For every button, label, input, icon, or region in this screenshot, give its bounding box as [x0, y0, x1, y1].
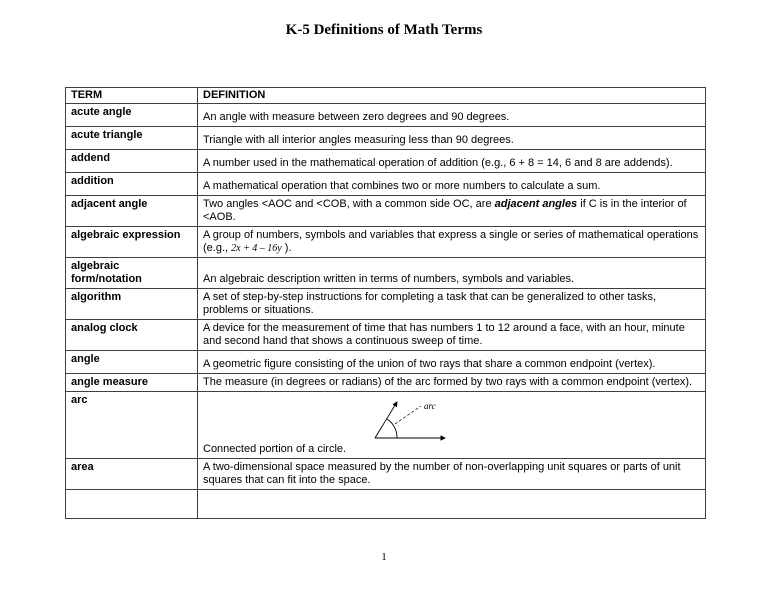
term-cell: acute angle: [66, 104, 198, 127]
definition-text: Two angles <AOC and <COB, with a common side OC, are: [203, 198, 495, 210]
table-row: [66, 150, 706, 173]
page-number: 1: [381, 551, 387, 563]
definition-cell: A set of step-by-step instructions for completing a task that can be generalized to other tasks, problems or situations.: [198, 289, 706, 320]
definition-cell: An algebraic description written in terms of numbers, symbols and variables.: [198, 258, 706, 289]
term-cell: algorithm: [66, 289, 198, 320]
definition-cell: An angle with measure between zero degrees and 90 degrees.: [198, 104, 706, 127]
definition-cell: A number used in the mathematical operation of addition (e.g., 6 + 8 = 14, 6 and 8 are addends).: [198, 150, 706, 173]
math-expression: 2x + 4 – 16y: [231, 243, 282, 254]
definition-text: Connected portion of a circle.: [203, 443, 347, 455]
table-row-empty: [66, 490, 706, 519]
definition-cell: [198, 392, 706, 459]
term-cell: area: [66, 459, 198, 490]
column-header-term: TERM: [66, 88, 198, 104]
term-cell: algebraic expression: [66, 227, 198, 258]
definitions-table: [65, 87, 706, 519]
term-cell: algebraic form/notation: [66, 258, 198, 289]
definition-cell: A device for the measurement of time that has numbers 1 to 12 around a face, with an hour, minute and second hand that shows a continuous sweep of time.: [198, 320, 706, 351]
table-row: [66, 104, 706, 127]
definition-cell: [198, 196, 706, 227]
column-header-definition: DEFINITION: [198, 88, 706, 104]
term-cell: acute triangle: [66, 127, 198, 150]
definition-cell: The measure (in degrees or radians) of the arc formed by two rays with a common endpoint (vertex).: [198, 374, 706, 392]
term-cell: adjacent angle: [66, 196, 198, 227]
term-cell: [66, 490, 198, 519]
definition-text: if C is in the interior of <AOB.: [203, 198, 687, 223]
table-row: [66, 289, 706, 320]
term-cell: addend: [66, 150, 198, 173]
definition-cell: A mathematical operation that combines two or more numbers to calculate a sum.: [198, 173, 706, 196]
term-cell: addition: [66, 173, 198, 196]
arc-figure-drawing: [363, 396, 493, 442]
table-row: [66, 196, 706, 227]
arc-figure-label: arc: [424, 401, 436, 411]
definition-text: ).: [281, 242, 292, 254]
table-row: [66, 459, 706, 490]
definition-cell: [198, 490, 706, 519]
term-cell: angle: [66, 351, 198, 374]
term-cell: angle measure: [66, 374, 198, 392]
definition-cell: Triangle with all interior angles measuring less than 90 degrees.: [198, 127, 706, 150]
page-title: K-5 Definitions of Math Terms: [285, 22, 483, 38]
table-row: [66, 258, 706, 289]
definition-cell: A geometric figure consisting of the union of two rays that share a common endpoint (vertex).: [198, 351, 706, 374]
term-cell: analog clock: [66, 320, 198, 351]
table-row: [66, 127, 706, 150]
term-cell: arc: [66, 392, 198, 459]
table-row: [66, 374, 706, 392]
table-header-row: [66, 88, 706, 104]
arc-diagram: [363, 396, 700, 442]
table-row: [66, 320, 706, 351]
definition-cell: [198, 227, 706, 258]
definition-cell: A two-dimensional space measured by the number of non-overlapping unit squares or parts of unit squares that can fit into the space.: [198, 459, 706, 490]
table-row: [66, 351, 706, 374]
definition-emphasis: adjacent angles: [494, 198, 578, 210]
table-row: [66, 173, 706, 196]
table-row: [66, 227, 706, 258]
table-row-arc: [66, 392, 706, 459]
definition-text: A group of numbers, symbols and variables that express a single or series of mathematical operations (e.g.,: [203, 229, 699, 254]
